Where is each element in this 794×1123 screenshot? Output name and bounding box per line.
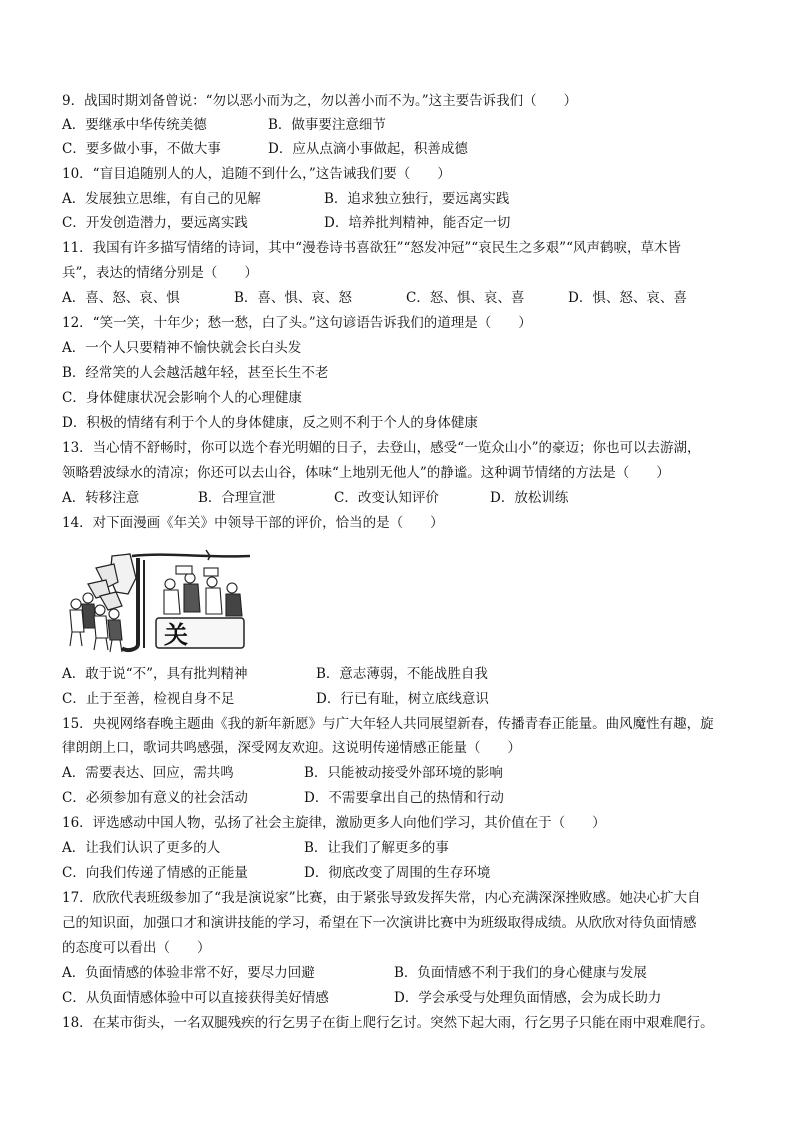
q9-option-d: D．应从点滴小事做起，积善成德 [268, 141, 468, 157]
q15-option-c: C．必须参加有意义的社会活动 [62, 790, 248, 806]
q13-option-d: D．放松训练 [490, 490, 569, 506]
q13-option-c: C．改变认知评价 [334, 490, 439, 506]
q17-option-b: B．负面情感不利于我们的身心健康与发展 [394, 965, 647, 981]
q15-option-d: D．不需要拿出自己的热情和行动 [304, 790, 504, 806]
q14-option-b: B．意志薄弱，不能战胜自我 [316, 666, 488, 682]
q17-option-d: D．学会承受与处理负面情感，会为成长助力 [394, 990, 662, 1006]
question-17-stem-line-1: 17．欣欣代表班级参加了“我是演说家”比赛，由于紧张导致发挥失常，内心充满深深挫败感。她决心扩大自 [62, 890, 701, 906]
question-9-options-row-2 [62, 139, 752, 159]
q11-option-d: D．惧、怒、哀、喜 [568, 290, 687, 306]
q16-option-d: D．彻底改变了周围的生存环境 [304, 865, 491, 881]
q10-option-c: C．开发创造潜力，要远离实践 [62, 215, 248, 231]
q16-option-b: B．让我们了解更多的事 [304, 840, 449, 856]
question-15-stem-line-2: 律朗朗上口，歌词共鸣感强，深受网友欢迎。这说明传递情感正能量（ ） [62, 740, 521, 756]
question-10-stem: 10．“盲目追随别人的人，追随不到什么，”这告诫我们要（ ） [62, 166, 451, 182]
q16-option-c: C．向我们传递了情感的正能量 [62, 865, 248, 881]
q12-option-c: C．身体健康状况会影响个人的心理健康 [62, 390, 302, 406]
q16-option-a: A．让我们认识了更多的人 [62, 840, 221, 856]
q9-option-c: C．要多做小事，不做大事 [62, 141, 221, 157]
q9-option-a: A．要继承中华传统美德 [62, 117, 207, 133]
question-17-stem-line-3: 的态度可以看出（ ） [62, 940, 211, 956]
q14-option-a: A．敢于说“不”，具有批判精神 [62, 666, 248, 682]
q12-option-d: D．积极的情绪有利于个人的身体健康，反之则不利于个人的身体健康 [62, 415, 478, 431]
question-13-stem-line-1: 13．当心情不舒畅时，你可以选个春光明媚的日子，去登山，感受“一览众山小”的豪迈；你也可以去游湖， [62, 440, 701, 456]
q15-option-a: A．需要表达、回应，需共鸣 [62, 765, 234, 781]
question-10-options-row-1 [62, 189, 752, 209]
question-9-stem: 9．战国时期刘备曾说：“勿以恶小而为之，勿以善小而不为。”这主要告诉我们（ ） [62, 93, 578, 109]
question-14-options-row-2 [62, 689, 752, 709]
question-17-options-row-1 [62, 963, 752, 983]
q14-option-d: D．行已有耻，树立底线意识 [316, 691, 489, 707]
q12-option-b: B．经常笑的人会越活越年轻，甚至长生不老 [62, 365, 329, 381]
q10-option-d: D．培养批判精神，能否定一切 [324, 215, 511, 231]
q17-option-a: A．负面情感的体验非常不好，要尽力回避 [62, 965, 315, 981]
q9-option-b: B．做事要注意细节 [268, 117, 386, 133]
q13-option-b: B．合理宣泄 [198, 490, 276, 506]
q15-option-b: B．只能被动接受外部环境的影响 [304, 765, 503, 781]
question-15-stem-line-1: 15．央视网络春晚主题曲《我的新年新愿》与广大年轻人共同展望新春，传播青春正能量。曲风魔性有趣，旋 [62, 716, 714, 732]
question-17-options-row-2 [62, 988, 752, 1008]
question-18-stem: 18．在某市街头，一名双腿残疾的行乞男子在街上爬行乞讨。突然下起大雨，行乞男子只能在雨中艰难爬行。 [62, 1015, 714, 1031]
cartoon-nianguan-image [66, 548, 256, 656]
question-17-stem-line-2: 己的知识面，加强口才和演讲技能的学习，希望在下一次演讲比赛中为班级取得成绩。从欣欣对待负面情感 [62, 915, 697, 931]
q14-option-c: C．止于至善，检视自身不足 [62, 691, 235, 707]
question-14-options-row-1 [62, 664, 752, 684]
question-12-stem: 12．“笑一笑，十年少；愁一愁，白了头。”这句谚语告诉我们的道理是（ ） [62, 315, 532, 331]
q10-option-a: A．发展独立思维，有自己的见解 [62, 191, 261, 207]
question-13-options-row [62, 488, 752, 508]
question-14-stem: 14．对下面漫画《年关》中领导干部的评价，恰当的是（ ） [62, 515, 444, 531]
q11-option-b: B．喜、惧、哀、怒 [234, 290, 352, 306]
q10-option-b: B．追求独立独行，要远离实践 [324, 191, 510, 207]
question-15-options-row-1 [62, 763, 752, 783]
q11-option-c: C．怒、惧、哀、喜 [406, 290, 525, 306]
question-16-stem: 16．评选感动中国人物，弘扬了社会主旋律，激励更多人向他们学习，其价值在于（ ） [62, 815, 606, 831]
q17-option-c: C．从负面情感体验中可以直接获得美好情感 [62, 990, 329, 1006]
question-16-options-row-1 [62, 838, 752, 858]
question-9-options-row-1 [62, 115, 752, 135]
question-11-options-row [62, 288, 752, 308]
question-11-stem-line-2: 兵”，表达的情绪分别是（ ） [62, 265, 258, 281]
question-10-options-row-2 [62, 213, 752, 233]
question-16-options-row-2 [62, 863, 752, 883]
q11-option-a: A．喜、怒、哀、惧 [62, 290, 180, 306]
q12-option-a: A．一个人只要精神不愉快就会长白头发 [62, 340, 302, 356]
cartoon-title-text: 关 [164, 621, 188, 649]
question-13-stem-line-2: 领略碧波绿水的清凉；你还可以去山谷，体味“上地别无他人”的静谧。这种调节情绪的方法是（ ） [62, 465, 670, 481]
question-15-options-row-2 [62, 788, 752, 808]
q13-option-a: A．转移注意 [62, 490, 140, 506]
question-11-stem-line-1: 11．我国有许多描写情绪的诗词，其中“漫卷诗书喜欲狂”“怒发冲冠”“哀民生之多艰”“风声鹤唳，草木皆 [62, 240, 681, 256]
